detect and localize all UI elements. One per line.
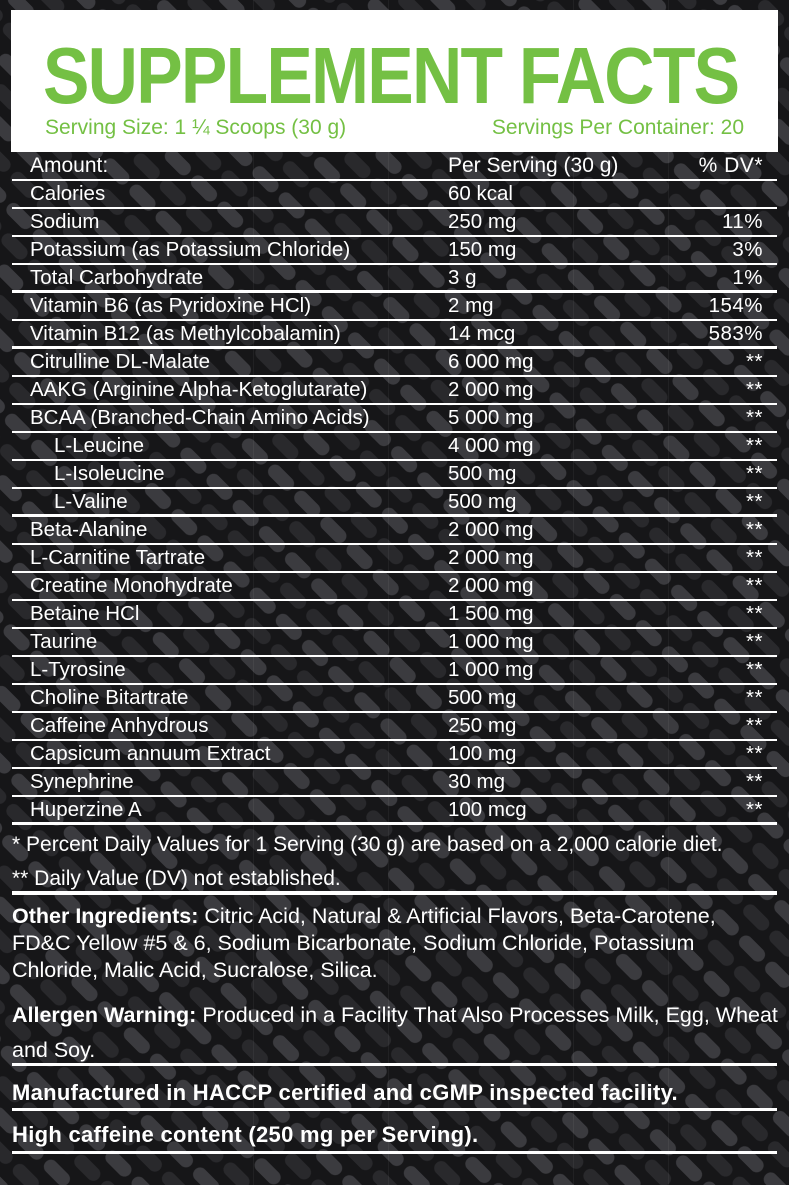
serving-size-text: Serving Size: 1 ¼ Scoops (30 g) xyxy=(45,116,347,139)
footnote-dv-not-established: ** Daily Value (DV) not established. xyxy=(12,866,341,890)
ingredient-dv: ** xyxy=(746,714,763,737)
ingredient-dv: ** xyxy=(746,630,763,653)
ingredient-name: Choline Bitartrate xyxy=(30,686,189,709)
divider xyxy=(12,1151,777,1154)
header-panel xyxy=(11,10,778,152)
ingredient-amount: 3 g xyxy=(448,265,477,289)
ingredient-amount: 60 kcal xyxy=(448,182,513,205)
ingredient-name: L-Valine xyxy=(54,489,128,513)
footnote-percent-dv: * Percent Daily Values for 1 Serving (30 g) are based on a 2,000 calorie diet. xyxy=(12,833,723,856)
ingredient-amount: 1 500 mg xyxy=(448,602,534,625)
ingredient-name: Capsicum annuum Extract xyxy=(30,742,271,765)
footnotes xyxy=(12,828,777,895)
ingredient-name: Beta-Alanine xyxy=(30,518,148,541)
column-header-dv: % DV* xyxy=(698,153,763,177)
ingredient-name: Potassium (as Potassium Chloride) xyxy=(30,238,351,261)
table-row xyxy=(12,601,777,629)
ingredient-amount: 2 000 mg xyxy=(448,518,534,541)
serving-info-row xyxy=(45,116,744,140)
ingredient-name: Huperzine A xyxy=(30,797,142,821)
ingredient-amount: 100 mg xyxy=(448,742,517,765)
caffeine-notice: High caffeine content (250 mg per Serving). xyxy=(12,1122,479,1147)
table-row xyxy=(12,293,777,321)
ingredient-amount: 250 mg xyxy=(448,210,517,233)
ingredient-name: Calories xyxy=(30,182,106,205)
table-row xyxy=(12,265,777,293)
servings-per-container-text: Servings Per Container: 20 xyxy=(491,116,744,139)
ingredient-name: Synephrine xyxy=(30,770,134,793)
table-row xyxy=(12,769,777,797)
column-header-amount: Amount: xyxy=(30,153,109,177)
table-row xyxy=(12,657,777,685)
ingredient-amount: 2 000 mg xyxy=(448,378,534,401)
table-row xyxy=(12,713,777,741)
ingredient-name: L-Leucine xyxy=(54,434,145,457)
ingredient-dv: ** xyxy=(746,350,763,373)
manufactured-notice: Manufactured in HACCP certified and cGMP inspected facility. xyxy=(12,1080,678,1105)
divider xyxy=(12,1063,777,1066)
ingredient-dv: ** xyxy=(746,518,763,541)
table-row xyxy=(12,685,777,713)
table-header-row xyxy=(12,152,777,181)
ingredient-amount: 500 mg xyxy=(448,686,517,709)
ingredient-name: Betaine HCl xyxy=(30,602,140,625)
other-ingredients-label: Other Ingredients: xyxy=(12,904,199,928)
table-row xyxy=(12,741,777,769)
ingredient-amount: 100 mcg xyxy=(448,797,527,821)
other-ingredients-text: Citric Acid, Natural & Artificial Flavors, Beta-Carotene, FD&C Yellow #5 & 6, Sodium Bicarbonate, Sodium Chloride, Potassium Chloride, Malic Acid, Sucralose, Silica. xyxy=(12,904,716,982)
ingredient-name: Taurine xyxy=(30,630,98,653)
allergen-warning-text: Produced in a Facility That Also Processes Milk, Egg, Wheat and Soy. xyxy=(12,1003,778,1062)
table-row xyxy=(12,489,777,517)
ingredient-dv: ** xyxy=(746,797,763,821)
ingredient-dv: ** xyxy=(746,602,763,625)
table-row xyxy=(12,545,777,573)
ingredient-name: AAKG (Arginine Alpha-Ketoglutarate) xyxy=(30,378,368,401)
ingredient-dv: 1% xyxy=(732,265,763,289)
ingredient-name: Citrulline DL-Malate xyxy=(30,350,211,373)
ingredient-name: Creatine Monohydrate xyxy=(30,574,233,597)
table-row xyxy=(12,321,777,349)
ingredient-dv: 583% xyxy=(708,321,763,345)
table-row xyxy=(12,573,777,601)
ingredient-amount: 4 000 mg xyxy=(448,434,534,457)
table-row xyxy=(12,461,777,489)
allergen-warning-label: Allergen Warning: xyxy=(12,1003,197,1027)
ingredient-name: L-Isoleucine xyxy=(54,462,165,485)
table-row xyxy=(12,181,777,209)
table-row xyxy=(12,237,777,265)
ingredient-dv: ** xyxy=(746,434,763,457)
table-row xyxy=(12,209,777,237)
ingredient-amount: 2 000 mg xyxy=(448,546,534,569)
ingredient-amount: 2 mg xyxy=(448,294,494,317)
ingredient-name: Sodium xyxy=(30,210,100,233)
ingredient-amount: 250 mg xyxy=(448,714,517,737)
ingredient-amount: 5 000 mg xyxy=(448,406,534,429)
ingredient-name: L-Carnitine Tartrate xyxy=(30,546,206,569)
ingredient-amount: 6 000 mg xyxy=(448,350,534,373)
ingredient-amount: 150 mg xyxy=(448,238,517,261)
ingredient-name: BCAA (Branched-Chain Amino Acids) xyxy=(30,406,370,429)
ingredient-dv: ** xyxy=(746,742,763,765)
ingredient-dv: 11% xyxy=(721,210,763,233)
ingredient-dv: ** xyxy=(746,770,763,793)
ingredient-amount: 500 mg xyxy=(448,489,517,513)
ingredient-name: L-Tyrosine xyxy=(30,658,126,681)
ingredient-dv: ** xyxy=(746,406,763,429)
table-row xyxy=(12,433,777,461)
ingredient-dv: ** xyxy=(746,489,763,513)
ingredient-dv: 154% xyxy=(708,294,763,317)
table-row xyxy=(12,629,777,657)
ingredient-dv: ** xyxy=(746,546,763,569)
column-header-per-serving: Per Serving (30 g) xyxy=(448,153,619,177)
ingredient-amount: 500 mg xyxy=(448,462,517,485)
divider xyxy=(12,1108,777,1111)
table-row xyxy=(12,517,777,545)
other-ingredients-paragraph xyxy=(12,903,779,984)
divider xyxy=(12,891,777,895)
ingredient-dv: ** xyxy=(746,658,763,681)
table-row xyxy=(12,797,777,825)
ingredient-name: Caffeine Anhydrous xyxy=(30,714,209,737)
ingredient-dv: ** xyxy=(746,378,763,401)
ingredient-dv: 3% xyxy=(732,238,763,261)
ingredient-name: Vitamin B6 (as Pyridoxine HCl) xyxy=(30,294,312,317)
page-title: SUPPLEMENT FACTS xyxy=(43,31,739,120)
facts-table xyxy=(12,152,777,825)
ingredient-amount: 30 mg xyxy=(448,770,505,793)
ingredient-amount: 1 000 mg xyxy=(448,658,534,681)
table-row xyxy=(12,405,777,433)
ingredient-amount: 2 000 mg xyxy=(448,574,534,597)
ingredient-dv: ** xyxy=(746,462,763,485)
ingredient-amount: 14 mcg xyxy=(448,321,516,345)
ingredient-amount: 1 000 mg xyxy=(448,630,534,653)
ingredient-dv: ** xyxy=(746,574,763,597)
ingredient-name: Vitamin B12 (as Methylcobalamin) xyxy=(30,321,341,345)
ingredient-dv: ** xyxy=(746,686,763,709)
table-row xyxy=(12,377,777,405)
table-row xyxy=(12,349,777,377)
table-rows xyxy=(12,181,777,825)
ingredient-name: Total Carbohydrate xyxy=(30,265,204,289)
allergen-warning-paragraph xyxy=(12,998,779,1068)
